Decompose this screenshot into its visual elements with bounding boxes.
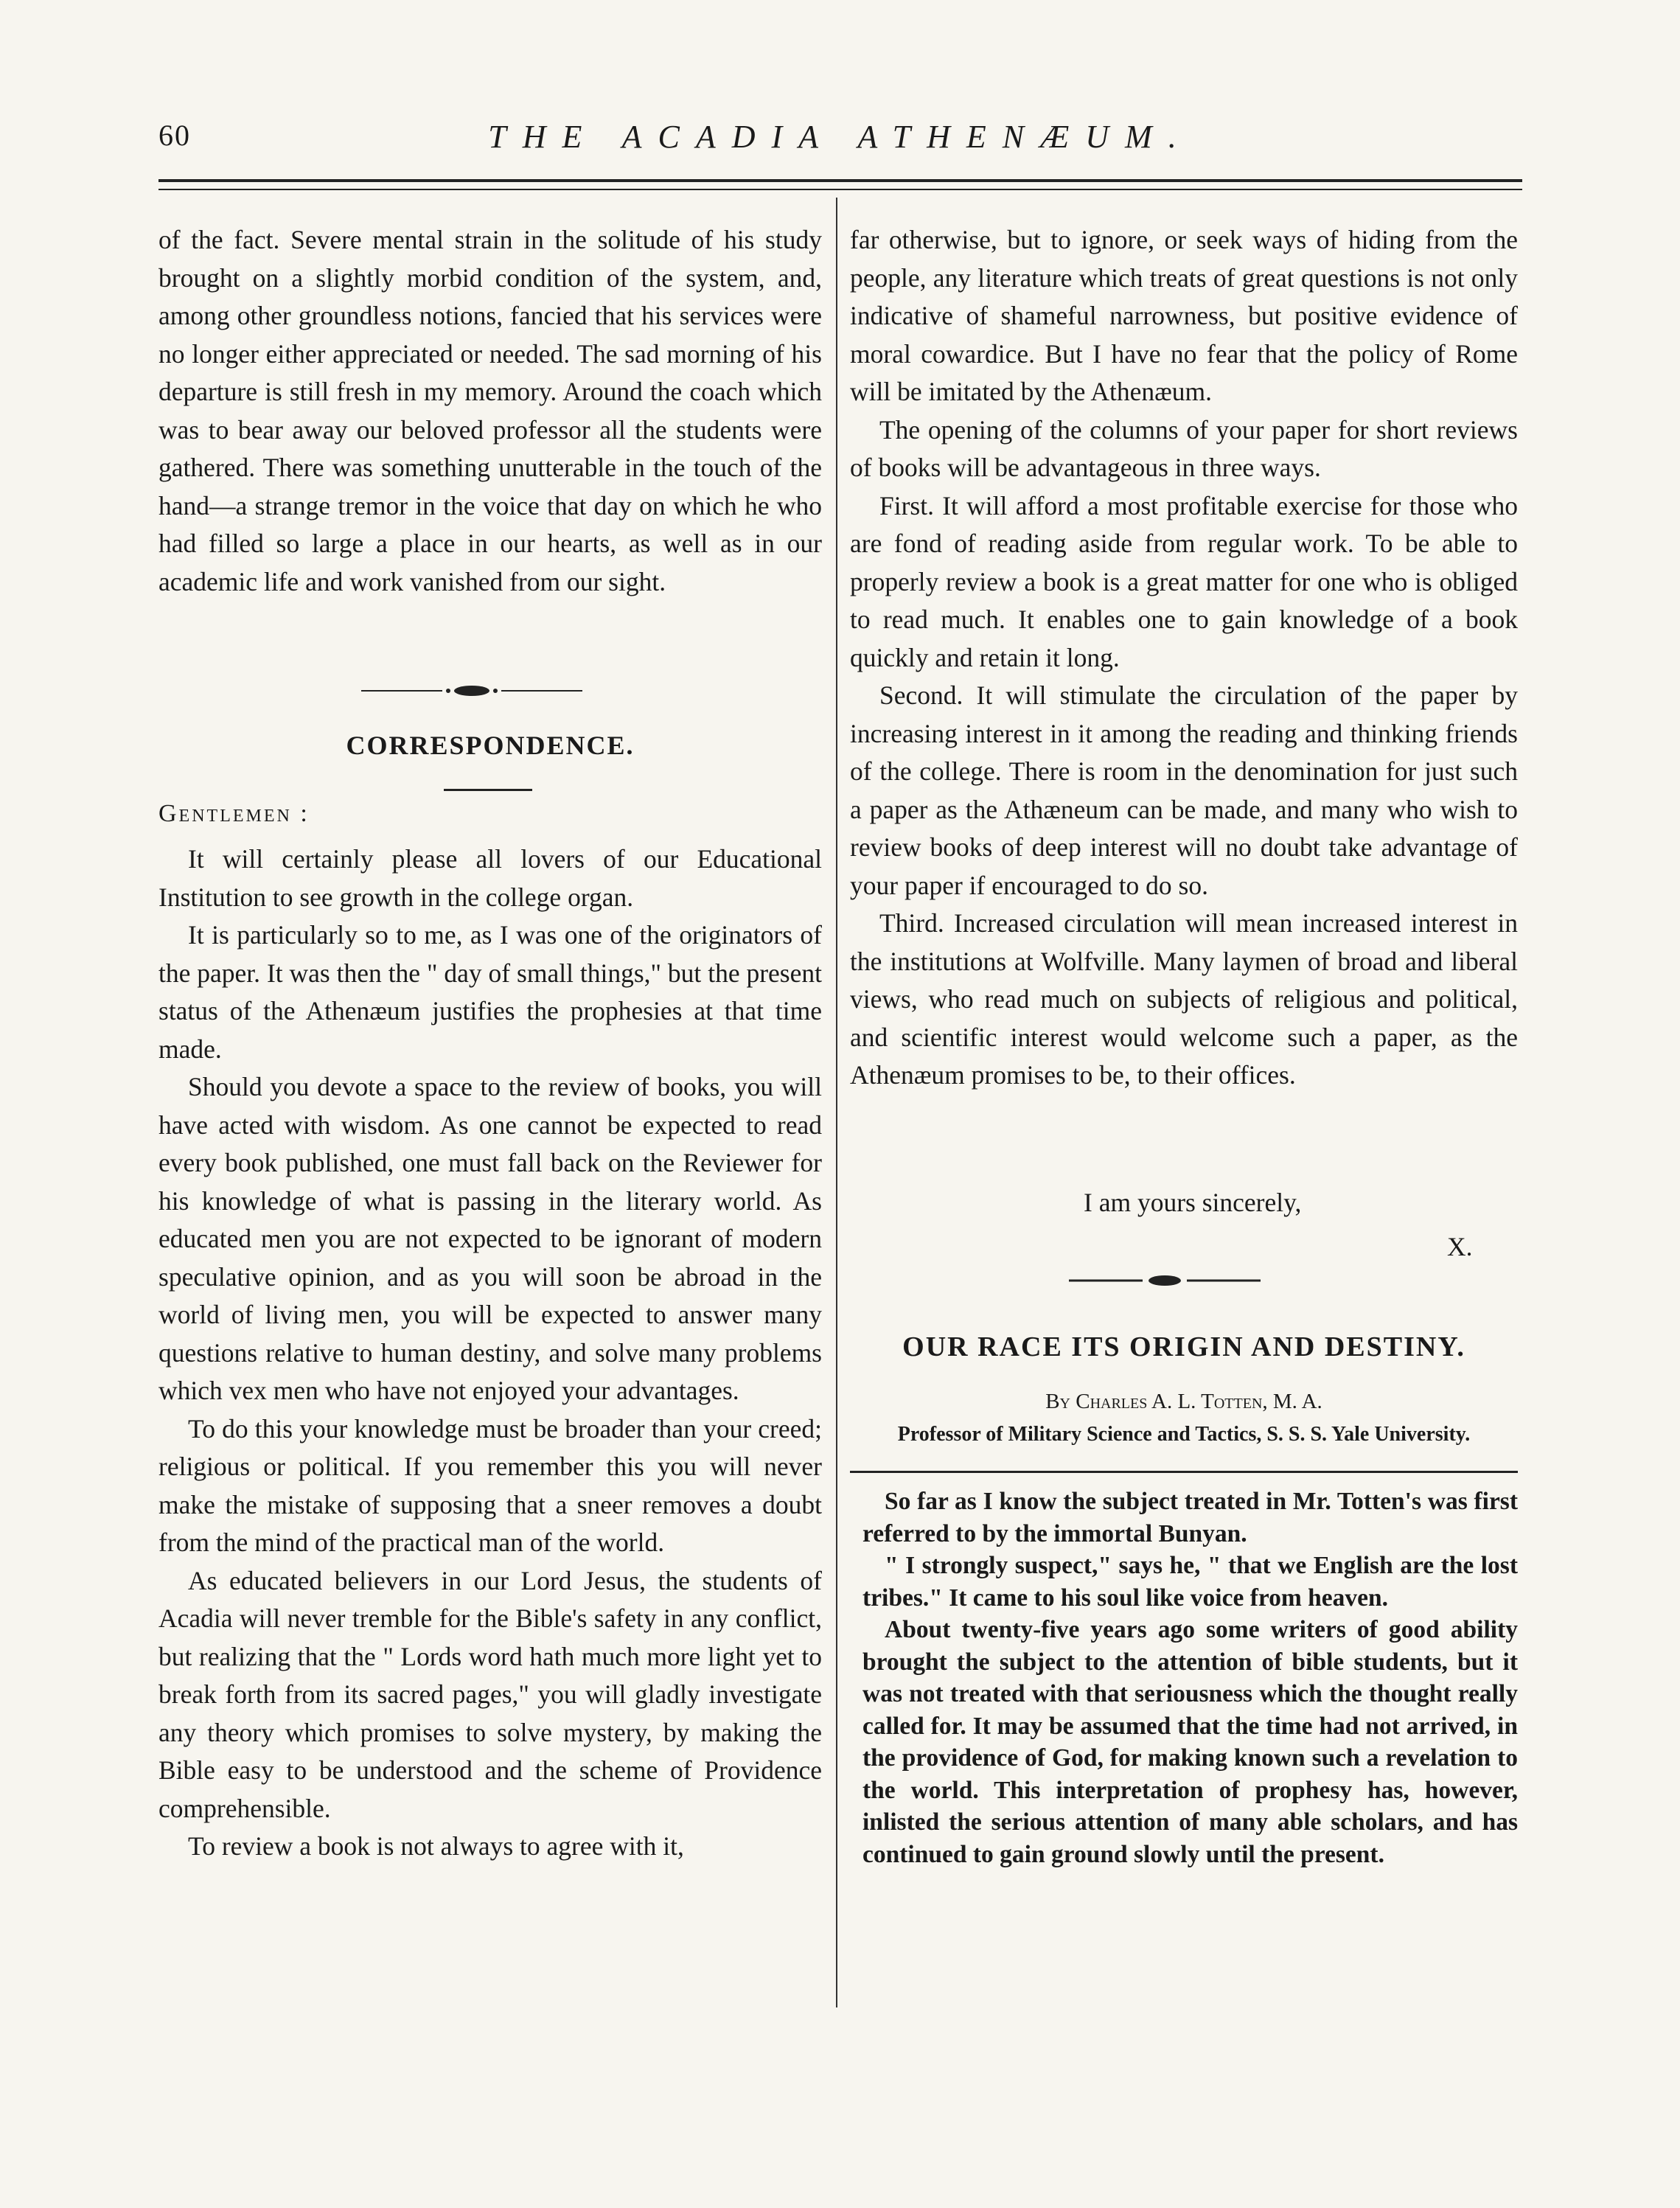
paragraph: " I strongly suspect," says he, " that we English are the lost tribes." It came to his soul like voice from heaven.	[862, 1552, 1518, 1612]
letter-signature: X.	[1447, 1232, 1473, 1261]
paragraph: far otherwise, but to ignore, or seek ways of hiding from the people, any literature which treats of great questions is not only indicative of shameful narrowness, but positive evidence of moral cowardice. But I have no fear that the policy of Rome will be imitated by the Athenæum.	[850, 225, 1518, 406]
author-affiliation: Professor of Military Science and Tactics, S. S. S. Yale University.	[897, 1423, 1471, 1446]
page-header	[158, 118, 1522, 170]
salutation: Gentlemen :	[158, 800, 310, 827]
left-column	[158, 221, 822, 601]
ornament-divider-icon	[361, 682, 582, 700]
paragraph-second: Second. It will stimulate the circulation of the paper by increasing interest in it among the reading and thinking friends of the college. There is room in the denomination for just such a paper as the Athæneum can be made, and many who wish to review books of deep interest will no doubt take advantage of your paper if encouraged to do so.	[850, 680, 1518, 900]
header-rule-thin	[158, 189, 1522, 190]
paragraph-third: Third. Increased circulation will mean increased interest in the institutions at Wolfville. Many laymen of broad and liberal views, who read much on subjects of religious and political, and scientific interest would welcome such a paper, as the Athenæum promises to be, to their offices.	[850, 908, 1518, 1090]
correspondence-heading: CORRESPONDENCE.	[346, 731, 635, 760]
ornament-divider-icon	[1069, 1272, 1261, 1289]
paragraph: It will certainly please all lovers of our Educational Institution to see growth in the college organ.	[158, 844, 822, 912]
paragraph: Should you devote a space to the review of books, you will have acted with wisdom. As one cannot be expected to read every book published, one must fall back on the Reviewer for his knowledge of what is passing in the literary world. As educated men you are not expected to be ignorant of modern speculative opinion, and as you will soon be abroad in the world of living men, you will be expected to answer many questions relative to human destiny, and solve many problems which vex men who have not enjoyed your advantages.	[158, 1072, 822, 1405]
article-title: OUR RACE ITS ORIGIN AND DESTINY.	[902, 1331, 1465, 1362]
paragraph-professor-departure: of the fact. Severe mental strain in the solitude of his study brought on a slightly morbid condition of the system, and, among other groundless notions, fancied that his services were no longer either appreciated or needed. The sad morning of his departure is still fresh in my memory. Around the coach which was to bear away our beloved professor all the students were gathered. There was something unutterable in the touch of the hand—a strange tremor in the voice that day on which he who had filled so large a place in our hearts, as well as in our academic life and work vanished from our sight.	[158, 225, 822, 596]
paragraph: It is particularly so to me, as I was one of the originators of the paper. It was then the " day of small things," but the present status of the Athenæum justifies the prophesies at that time made.	[158, 920, 822, 1064]
page-number: 60	[158, 119, 191, 152]
right-column	[850, 221, 1518, 1095]
paragraph: To review a book is not always to agree with it,	[188, 1831, 684, 1861]
article-rule	[850, 1471, 1518, 1473]
header-rule-thick	[158, 179, 1522, 182]
masthead-title: THE ACADIA ATHENÆUM.	[488, 119, 1193, 155]
paragraph: The opening of the columns of your paper for short reviews of books will be advantageous in three ways.	[850, 414, 1518, 482]
heading-underline	[444, 789, 532, 791]
article-body	[862, 1486, 1518, 1870]
paragraph: About twenty-five years ago some writers of good ability brought the subject to the attention of bible students, but it was not treated with that seriousness which the thought really called for. It may be assumed that the time had not arrived, in the providence of God, for making known such a revelation to the world. This interpretation of prophesy has, however, inlisted the serious attention of many able scholars, and has continued to gain ground slowly until the present.	[862, 1616, 1518, 1868]
correspondence-body	[158, 840, 822, 1866]
paragraph-first: First. It will afford a most profitable exercise for those who are fond of reading aside from regular work. To be able to properly review a book is a great matter for one who is obliged to read much. It enables one to gain knowledge of a book quickly and retain it long.	[850, 490, 1518, 672]
article-byline: By Charles A. L. Totten, M. A.	[1045, 1390, 1322, 1413]
letter-closing: I am yours sincerely,	[1084, 1188, 1302, 1217]
column-divider	[836, 198, 837, 2007]
paragraph: So far as I know the subject treated in Mr. Totten's was first referred to by the immortal Bunyan.	[862, 1488, 1518, 1547]
paragraph: As educated believers in our Lord Jesus, the students of Acadia will never tremble for the Bible's safety in any conflict, but realizing that the " Lords word hath much more light yet to break forth from its sacred pages," you will gladly investigate any theory which promises to solve mystery, by making the Bible easy to be understood and the scheme of Providence comprehensible.	[158, 1565, 822, 1823]
paragraph: To do this your knowledge must be broader than your creed; religious or political. If you remember this you will never make the mistake of supposing that a sneer removes a doubt from the mind of the practical man of the world.	[158, 1413, 822, 1557]
